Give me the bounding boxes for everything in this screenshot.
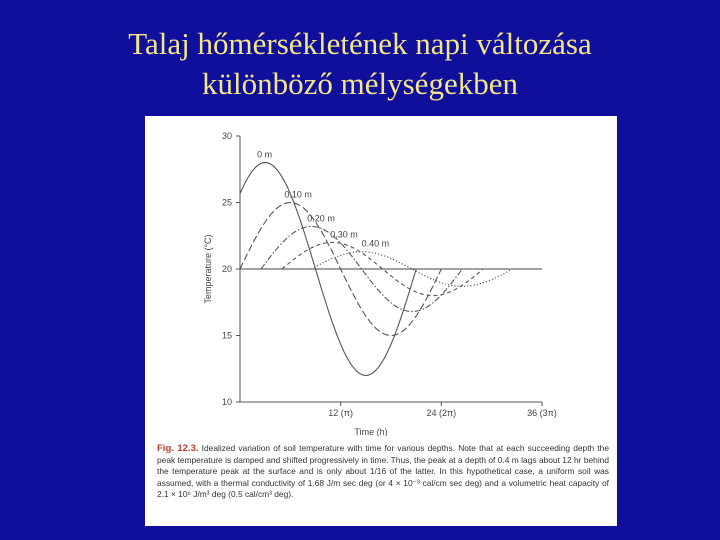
figure-panel	[145, 116, 617, 526]
y-axis-label: Temperature (°C)	[203, 234, 213, 304]
series-label-2: 0.20 m	[307, 213, 335, 224]
x-axis-label: Time (h)	[354, 427, 388, 436]
x-tick-label: 12 (π)	[328, 408, 354, 418]
series-label-4: 0.40 m	[361, 238, 390, 249]
slide-title-line-2: különböző mélységekben	[202, 66, 518, 101]
slide-title	[0, 24, 720, 104]
figure-label: Fig. 12.3.	[157, 443, 199, 454]
figure-caption	[157, 443, 609, 501]
y-tick-label: 15	[221, 330, 232, 341]
x-tick-label: 24 (2π)	[426, 408, 457, 418]
y-tick-label: 20	[221, 264, 232, 274]
y-tick-label: 30	[221, 131, 232, 141]
y-tick-label: 25	[221, 197, 232, 208]
series-label-0: 0 m	[257, 149, 273, 160]
x-tick-label: 36 (3π)	[527, 408, 557, 418]
series-label-1: 0.10 m	[284, 189, 312, 200]
slide-title-line-1: Talaj hőmérsékletének napi változása	[128, 26, 592, 61]
y-tick-label: 10	[221, 397, 232, 407]
series-label-3: 0.30 m	[330, 229, 358, 240]
soil-temperature-chart	[145, 116, 617, 436]
caption-text: Idealized variation of soil temperature with time for various depths. Note that at each succeeding depth the peak temperature is damped and shifted progressively in time. Thus, the peak at a depth of 0.4 m lags about 12 hr behind the temperature peak at the surface and is only about 1/16 of the latter. In this hypothetical case, a uniform soil was assumed, with a thermal conductivity of 1.68 J/m sec deg (or 4 × 10⁻³ cal/cm sec deg) and a volumetric heat capacity of 2.1 × 10⁶ J/m³ deg (0.5 cal/cm³ deg).	[157, 443, 609, 499]
